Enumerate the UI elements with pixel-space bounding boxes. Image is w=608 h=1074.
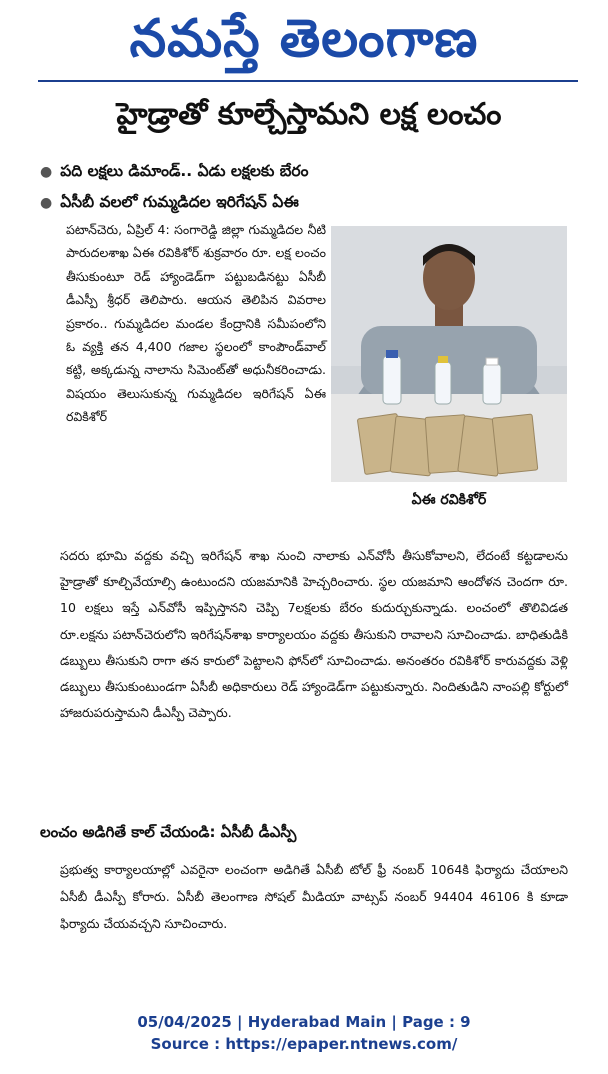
bullet-item [40,187,580,218]
accused-photo [331,226,567,482]
article-headline: హైడ్రాతో కూల్చేస్తామని లక్ష లంచం [116,97,502,132]
photo-illustration [331,226,567,482]
newspaper-masthead: నమస్తే తెలంగాణ [129,9,479,69]
footer-source-line: Source : https://epaper.ntnews.com/ [150,1035,458,1053]
top-rule [38,80,578,82]
photo-caption: ఏఈ రవికిశోర్ [411,492,487,508]
highlight-bullets [40,156,580,218]
footer-edition-line: 05/04/2025 | Hyderabad Main | Page : 9 [137,1013,471,1031]
page-footer [0,1011,608,1055]
bullet-text: ఏసీబీ వలలో గుమ్మడిదల ఇరిగేషన్ ఏఈ [60,193,299,211]
section-paragraph: ప్రభుత్వ కార్యాలయాల్లో ఎవరైనా లంచంగా అడిగితే ఏసీబీ టోల్ ఫ్రీ నంబర్ 1064కి ఫిర్యాదు చేయాలని ఏసీబీ డీఎస్పీ కోరారు. ఏసీబీ తెలంగాణ సోషల్ మీడియా వాట్సప్ నంబర్ 94404 46106 కి కూడా ఫిర్యాదు చేయవచ్చని సూచించారు. [60,862,568,931]
lead-paragraph: పటాన్‌చెరు, ఏప్రిల్ 4: సంగారెడ్డి జిల్లా గుమ్మడిదల నీటి పారుదలశాఖ ఏఈ రవికిశోర్ శుక్రవారం రూ. లక్ష లంచం తీసుకుంటూ రెడ్ హ్యాండెడ్‌గా పట్టుబడినట్టు ఏసీబీ డీఎస్పీ శ్రీధర్ తెలిపారు. ఆయన తెలిపిన వివరాల ప్రకారం.. గుమ్మడిదల మండల కేంద్రానికి సమీపంలోని ఓ వ్యక్తి తన 4,400 గజాల స్థలంలో కాంపౌండ్‌వాల్ కట్టి, అక్కడున్న నాలాను సిమెంట్‌తో అధునీకరించాడు. విషయం తెలుసుకున్న గుమ్మడిదల ఇరిగేషన్ ఏఈ రవికిశోర్ [66,222,326,425]
bullet-dot-icon: ● [40,164,53,180]
article-body: సదరు భూమి వద్దకు వచ్చి ఇరిగేషన్ శాఖ నుంచి నాలాకు ఎన్‌వోసీ తీసుకోవాలని, లేదంటే కట్టడాలను హైడ్రాతో కూల్చివేయాల్సి ఉంటుందని యజమానికి హెచ్చరించారు. స్థల యజమాని ఆందోళన చెందగా రూ. 10 లక్షలు ఇస్తే ఎన్‌వోసీ ఇప్పిస్తానని చెప్పి 7లక్షలకు బేరం కుదుర్చుకున్నాడు. లంచంలో తొలివిడత రూ.లక్షను పటాన్‌చెరులోని ఇరిగేషన్‌శాఖ కార్యాలయం వద్దకు తీసుకుని రావాలని సూచించాడు. బాధితుడికి డబ్బులు తీసుకుని రాగా తన కారులో పెట్టాలని ఫోన్‌లో సూచించాడు. అనంతరం రవికిశోర్ కారువద్దకు వెళ్లి డబ్బులు తీసుకుంటుండగా ఏసీబీ అధికారులు రెడ్ హ్యాండెడ్‌గా పట్టుకున్నారు. నిందితుడిని నాంపల్లి కోర్టులో హాజరుపరుస్తామని డీఎస్పీ చెప్పారు. [60,548,568,721]
section-subheading: లంచం అడిగితే కాల్ చేయండి: ఏసీబీ డీఎస్పీ [40,823,297,841]
bullet-dot-icon: ● [40,195,53,211]
bullet-text: పది లక్షలు డిమాండ్.. ఏడు లక్షలకు బేరం [60,162,309,180]
bullet-item [40,156,580,187]
